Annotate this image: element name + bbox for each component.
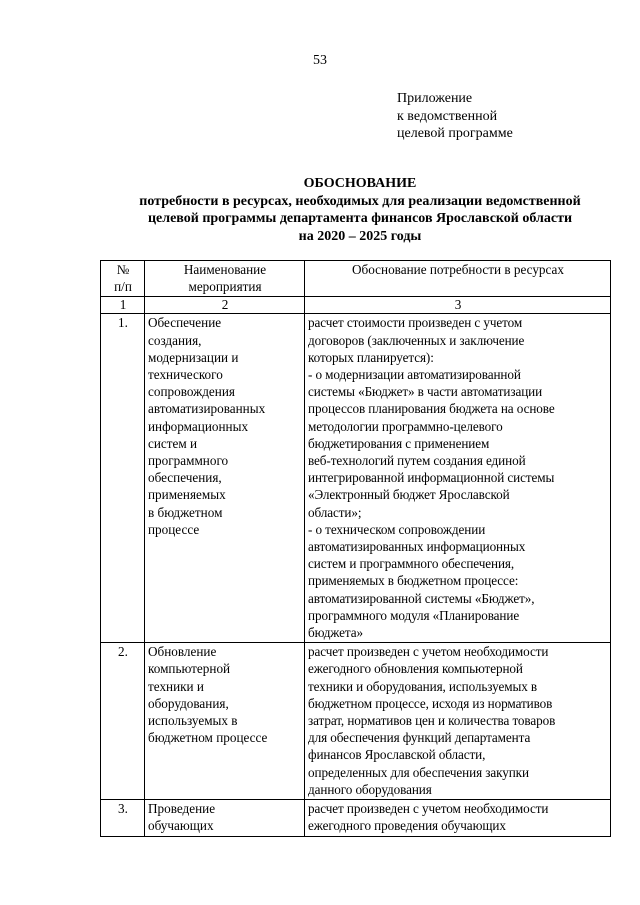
row-number: 3. xyxy=(101,800,145,836)
row-number: 1. xyxy=(101,314,145,643)
table-row xyxy=(101,643,611,800)
heading-title: ОБОСНОВАНИЕ xyxy=(303,176,417,191)
row-name: Обеспечение создания, модернизации и технического сопровождения автоматизированных информационных систем и программного обеспечения, применяемых в бюджетном процессе xyxy=(145,314,305,643)
page-number: 53 xyxy=(313,53,327,68)
document-heading xyxy=(95,175,625,245)
heading-subtitle-line: на 2020 – 2025 годы xyxy=(298,228,422,244)
row-number: 2. xyxy=(101,643,145,800)
column-index: 2 xyxy=(145,297,305,314)
table-header-row xyxy=(101,261,611,297)
heading-subtitle-line: потребности в ресурсах, необходимых для реализации ведомственной xyxy=(139,193,581,209)
table-row xyxy=(101,314,611,643)
column-index: 1 xyxy=(101,297,145,314)
row-justification: расчет произведен с учетом необходимости ежегодного обновления компьютерной техники и оборудования, используемых в бюджетном процессе, исходя из нормативов затрат, нормативов цен и количества товаров для обеспечения функций департамента финансов Ярославской области, определенных для обеспечения закупки данного оборудования xyxy=(305,643,611,800)
header-num: № п/п xyxy=(101,261,145,297)
appendix-line: к ведомственной xyxy=(397,108,498,124)
column-index: 3 xyxy=(305,297,611,314)
appendix-line: Приложение xyxy=(397,91,473,106)
appendix-note xyxy=(397,90,513,143)
column-index-row xyxy=(101,297,611,314)
row-name: Проведение обучающих xyxy=(145,800,305,836)
header-name: Наименование мероприятия xyxy=(145,261,305,297)
header-justification: Обоснование потребности в ресурсах xyxy=(305,261,611,297)
justification-table xyxy=(100,260,611,837)
row-justification: расчет произведен с учетом необходимости ежегодного проведения обучающих xyxy=(305,800,611,836)
appendix-line: целевой программе xyxy=(397,126,513,141)
row-name: Обновление компьютерной техники и оборудования, используемых в бюджетном процессе xyxy=(145,643,305,800)
row-justification: расчет стоимости произведен с учетом договоров (заключенных и заключение которых планируется): - о модернизации автоматизированной системы «Бюджет» в части автоматизации процессов планирования бюджета на основе методологии программно-целевого бюджетирования с применением веб-технологий путем создания единой интегрированной информационной системы «Электронный бюджет Ярославской области»; - о техническом сопровождении автоматизированных информационных систем и программного обеспечения, применяемых в бюджетном процессе: автоматизированной системы «Бюджет», программного модуля «Планирование бюджета» xyxy=(305,314,611,643)
table-row xyxy=(101,800,611,836)
heading-subtitle-line: целевой программы департамента финансов Ярославской области xyxy=(147,211,573,226)
